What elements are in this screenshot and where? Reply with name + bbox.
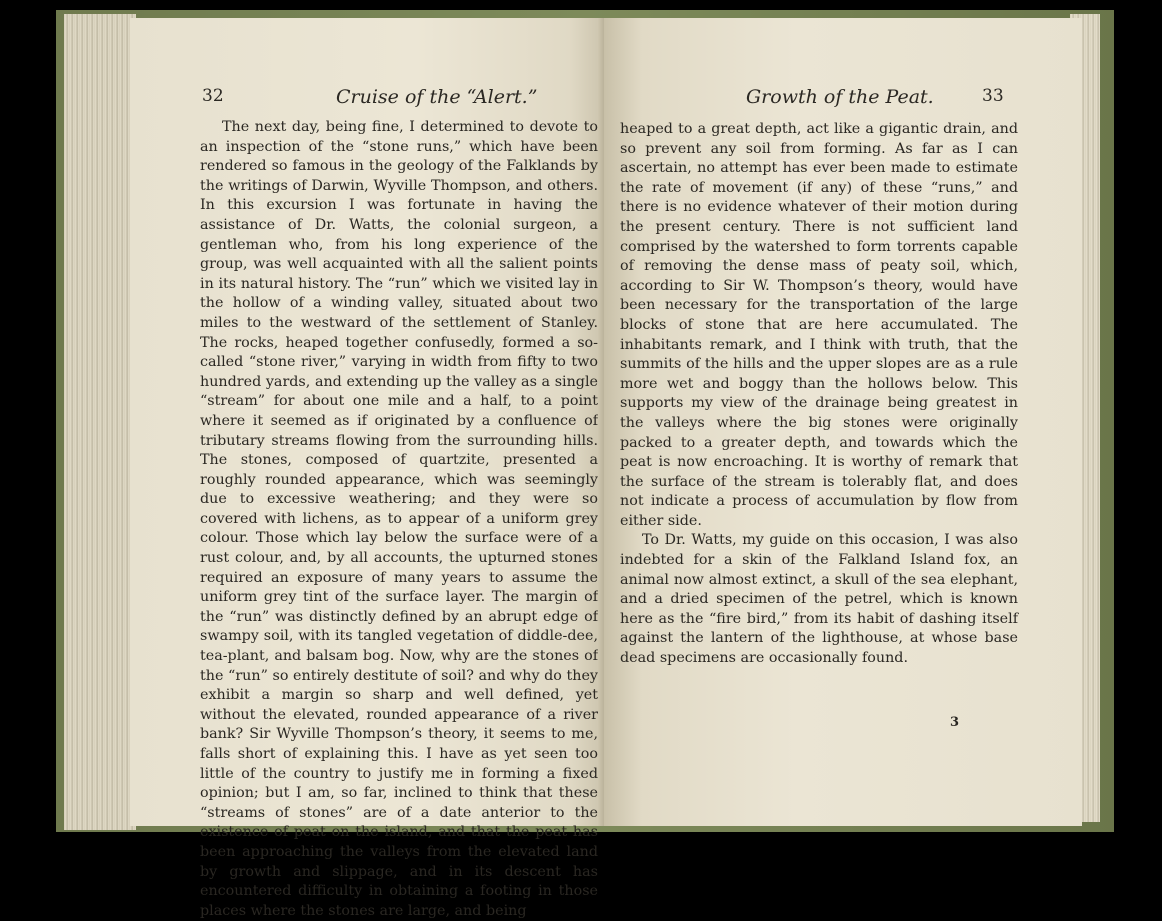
right-page-number: 33 [982,86,1004,106]
right-running-head: Growth of the Peat. [746,86,934,108]
signature-mark: 3 [950,715,960,730]
page-edges-left [64,14,136,830]
right-paragraph-2: To Dr. Watts, my guide on this occasion, I was also indebted for a skin of the Falkland Island fox, an animal now almost extinct, a skull of the sea elephant, and a dried specimen of the petrel, which is known here as the “fire bird,” from its habit of dashing itself against the lantern of the lighthouse, at whose base dead specimens are occasionally found. [620,532,1018,667]
left-page [130,18,608,919]
left-running-head: Cruise of the “Alert.” [336,86,538,108]
right-paragraph-1: heaped to a great depth, act like a gigantic drain, and so prevent any soil from forming. As far as I can ascertain, no attempt has ever been made to estimate the rate of movement (if any) of these “runs,” and there is no evidence whatever of their motion during the present century. There is not sufficient land comprised by the watershed to form torrents capable of removing the dense mass of peaty soil, which, according to Sir W. Thompson’s theory, would have been necessary for the transportation of the large blocks of stone that are here accumulated. The inhabitants remark, and I think with truth, that the summits of the hills and the upper slopes are as a rule more wet and boggy than the hollows below. This supports my view of the drainage being greatest in the valleys where the big stones were originally packed to a greater depth, and towards which the peat is now encroaching. It is worthy of remark that the surface of the stream is tolerably flat, and does not indicate a process of accumulation by flow from either side. [620,121,1018,529]
left-body-text [200,118,598,921]
right-page [604,18,1082,826]
left-page-number: 32 [202,86,224,106]
right-body-text [620,120,1018,669]
left-paragraph-1: The next day, being fine, I determined to devote to an inspection of the “stone runs,” which have been rendered so famous in the geology of the Falklands by the writings of Darwin, Wyville Thompson, and others. In this excursion I was fortunate in having the assistance of Dr. Watts, the colonial surgeon, a gentleman who, from his long experience of the group, was well acquainted with all the salient points in its natural history. The “run” which we visited lay in the hollow of a winding valley, situated about two miles to the westward of the settlement of Stanley. The rocks, heaped together confusedly, formed a so-called “stone river,” varying in width from fifty to two hundred yards, and extending up the valley as a single “stream” for about one mile and a half, to a point where it seemed as if originated by a confluence of tributary streams flowing from the surrounding hills. The stones, composed of quartzite, presented a roughly rounded appearance, which was seemingly due to excessive weathering; and they were so covered with lichens, as to appear of a uniform grey colour. Those which lay below the surface were of a rust colour, and, by all accounts, the upturned stones required an exposure of many years to assume the uniform grey tint of the surface layer. The margin of the “run” was distinctly defined by an abrupt edge of swampy soil, with its tangled vegetation of diddle-dee, tea-plant, and balsam bog. Now, why are the stones of the “run” so entirely destitute of soil? and why do they exhibit a margin so sharp and well defined, yet without the elevated, rounded appearance of a river bank? Sir Wyville Thompson’s theory, it seems to me, falls short of explaining this. I have as yet seen too little of the country to justify me in forming a fixed opinion; but I am, so far, inclined to think that these “streams of stones” are of a date anterior to the existence of peat on the island, and that the peat has been approaching the valleys from the elevated land by growth and slippage, and in its descent has encountered difficulty in obtaining a footing in those places where the stones are large, and being [200,119,598,919]
